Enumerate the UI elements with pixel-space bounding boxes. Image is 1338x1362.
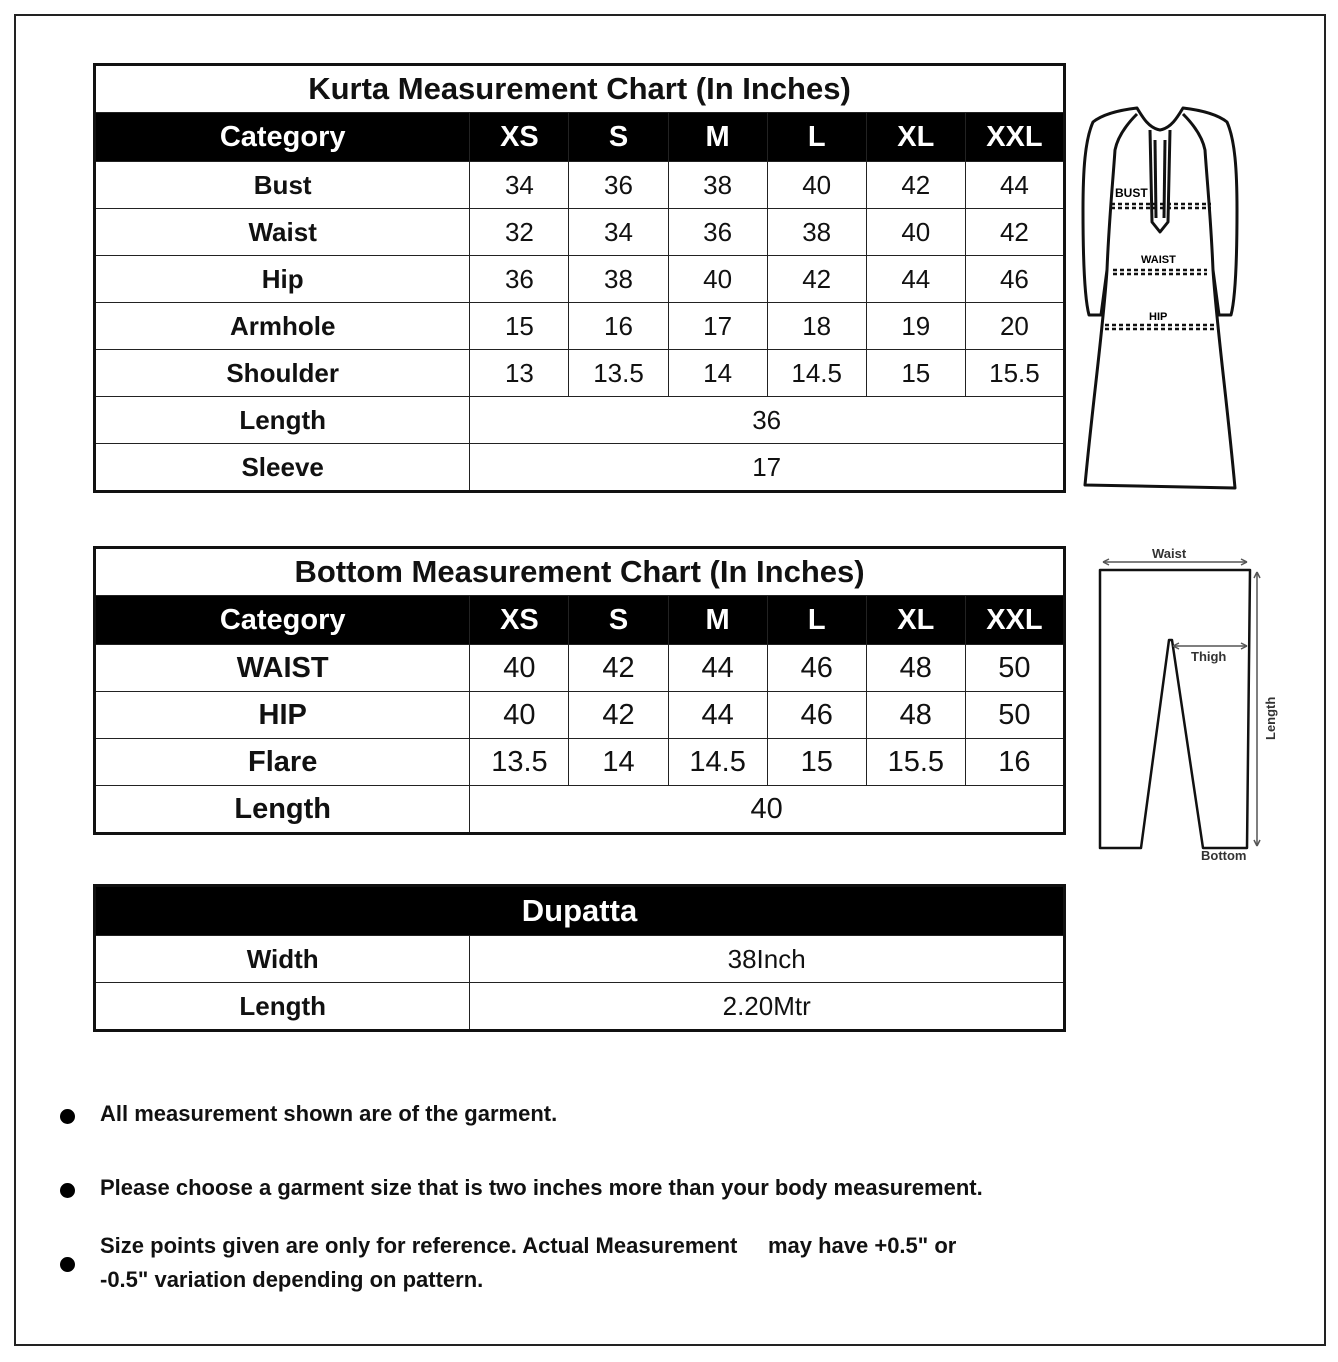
cell-value: 42 [569,645,668,692]
cell-value: 14 [668,350,767,397]
row-label: Flare [95,739,470,786]
header-size-xs: XS [470,596,569,645]
cell-value: 38 [767,209,866,256]
cell-value: 42 [767,256,866,303]
cell-value: 13 [470,350,569,397]
cell-value: 13.5 [470,739,569,786]
header-size-m: M [668,596,767,645]
row-label: Width [95,936,470,983]
cell-value: 2.20Mtr [470,983,1065,1031]
cell-value: 46 [767,645,866,692]
header-size-l: L [767,596,866,645]
cell-value: 46 [965,256,1064,303]
bottom-label-length: Length [1263,696,1278,740]
cell-value: 40 [470,645,569,692]
cell-value: 42 [866,162,965,209]
row-label: Length [95,786,470,834]
cell-value: 44 [668,692,767,739]
cell-value: 34 [470,162,569,209]
table-row [95,786,1065,834]
cell-value: 15.5 [965,350,1064,397]
header-size-xxl: XXL [965,113,1064,162]
cell-value: 40 [767,162,866,209]
cell-value: 17 [470,444,1065,492]
cell-value: 38Inch [470,936,1065,983]
row-label: Shoulder [95,350,470,397]
bottom-label-thigh: Thigh [1191,649,1227,664]
dupatta-title: Dupatta [95,886,1065,936]
header-size-xs: XS [470,113,569,162]
cell-value: 36 [470,256,569,303]
cell-value: 40 [470,692,569,739]
row-label: Hip [95,256,470,303]
cell-value: 44 [866,256,965,303]
cell-value: 16 [965,739,1064,786]
cell-value: 34 [569,209,668,256]
cell-value: 19 [866,303,965,350]
note-text: Please choose a garment size that is two inches more than your body measurement. [100,1175,983,1200]
table-row [95,739,1065,786]
cell-value: 48 [866,645,965,692]
row-label: Length [95,983,470,1031]
kurta-label-bust: BUST [1115,186,1148,200]
header-size-xl: XL [866,596,965,645]
cell-value: 36 [569,162,668,209]
bottom-chart-title: Bottom Measurement Chart (In Inches) [95,548,1065,596]
table-row [95,209,1065,256]
table-row [95,983,1065,1031]
cell-value: 18 [767,303,866,350]
cell-value: 38 [668,162,767,209]
kurta-measurement-table [93,63,1066,493]
cell-value: 14.5 [668,739,767,786]
cell-value: 42 [965,209,1064,256]
cell-value: 50 [965,692,1064,739]
kurta-chart-title: Kurta Measurement Chart (In Inches) [95,65,1065,113]
row-label: Sleeve [95,444,470,492]
cell-value: 42 [569,692,668,739]
table-row [95,645,1065,692]
cell-value: 14 [569,739,668,786]
kurta-label-hip: HIP [1149,311,1168,323]
cell-value: 15.5 [866,739,965,786]
table-row [95,303,1065,350]
header-category: Category [95,113,470,162]
bottom-label-waist: Waist [1152,546,1187,561]
header-size-s: S [569,596,668,645]
cell-value: 40 [470,786,1065,834]
cell-value: 38 [569,256,668,303]
cell-value: 15 [470,303,569,350]
bullet-icon [60,1109,75,1124]
table-row [95,936,1065,983]
cell-value: 44 [668,645,767,692]
cell-value: 16 [569,303,668,350]
cell-value: 36 [470,397,1065,444]
header-category: Category [95,596,470,645]
cell-value: 20 [965,303,1064,350]
bottom-measurement-table [93,546,1066,835]
header-size-m: M [668,113,767,162]
bullet-icon [60,1257,75,1272]
row-label: Armhole [95,303,470,350]
cell-value: 13.5 [569,350,668,397]
row-label: Length [95,397,470,444]
table-row [95,692,1065,739]
table-row [95,256,1065,303]
bullet-icon [60,1183,75,1198]
cell-value: 32 [470,209,569,256]
cell-value: 17 [668,303,767,350]
header-size-xl: XL [866,113,965,162]
cell-value: 48 [866,692,965,739]
header-size-l: L [767,113,866,162]
dupatta-measurement-table [93,884,1066,1032]
table-row [95,350,1065,397]
cell-value: 40 [866,209,965,256]
cell-value: 36 [668,209,767,256]
bottom-label-bottom: Bottom [1201,848,1247,863]
kurta-label-waist: WAIST [1141,254,1176,266]
row-label: HIP [95,692,470,739]
cell-value: 40 [668,256,767,303]
cell-value: 50 [965,645,1064,692]
row-label: Waist [95,209,470,256]
row-label: WAIST [95,645,470,692]
header-size-xxl: XXL [965,596,1064,645]
table-row [95,162,1065,209]
cell-value: 44 [965,162,1064,209]
kurta-diagram [1075,100,1250,495]
row-label: Bust [95,162,470,209]
bottom-diagram [1085,540,1290,870]
note-text: Size points given are only for reference. Actual Measurement may have +0.5" or -0.5" variation depending on pattern. [100,1233,963,1292]
cell-value: 15 [866,350,965,397]
cell-value: 15 [767,739,866,786]
note-text: All measurement shown are of the garment. [100,1101,558,1126]
cell-value: 14.5 [767,350,866,397]
header-size-s: S [569,113,668,162]
table-row [95,444,1065,492]
table-row [95,397,1065,444]
cell-value: 46 [767,692,866,739]
